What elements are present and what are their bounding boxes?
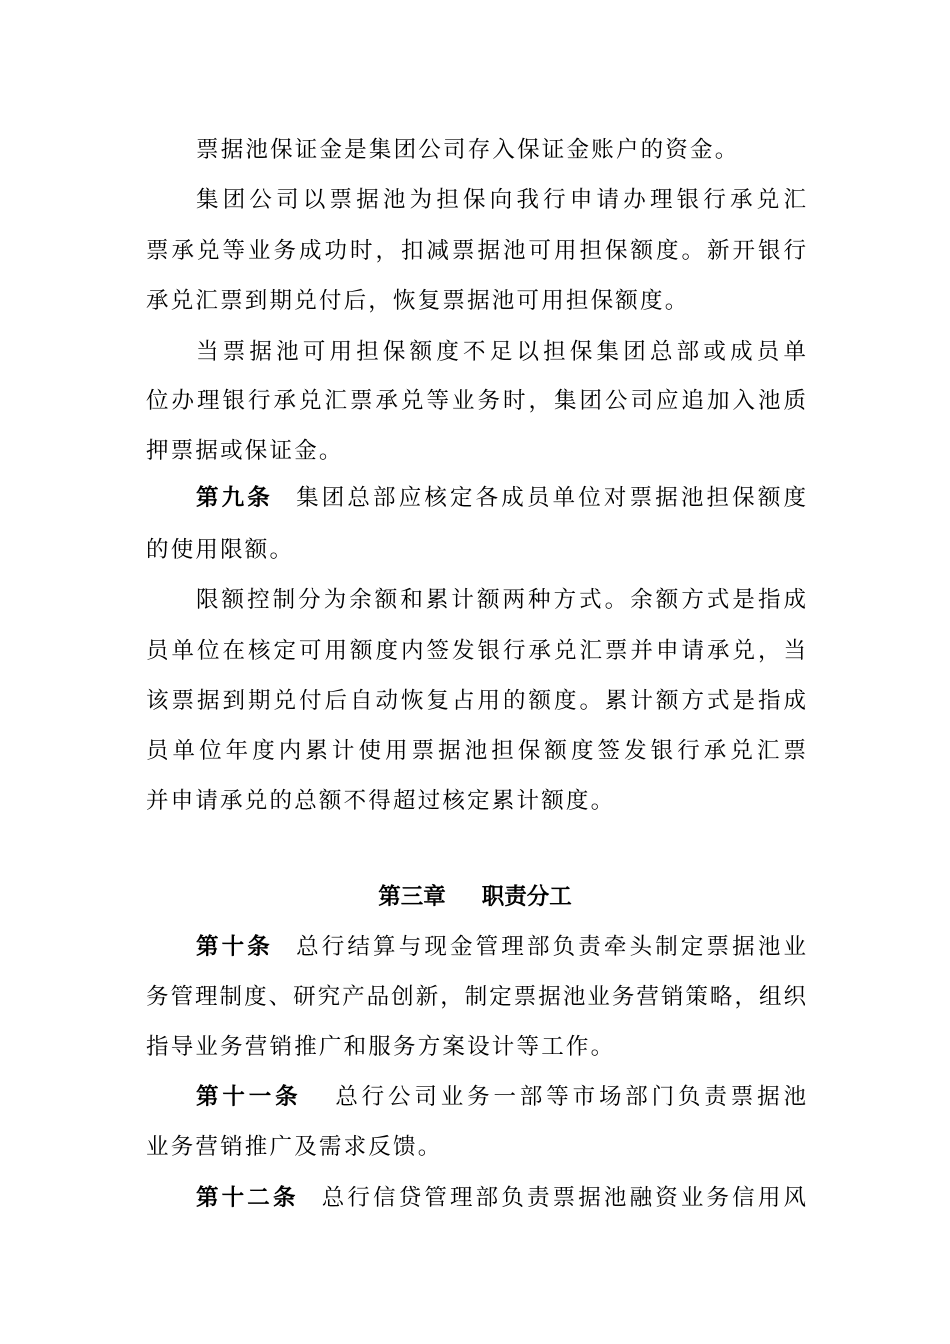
text-line: 集团总部应核定各成员单位对票据池担保额度 [292,485,806,511]
text-line: 限额控制分为余额和累计额两种方式。余额方式是指成 [196,587,806,613]
chapter-number: 第三章 [378,884,446,910]
article-11 [196,1082,806,1112]
article-12 [196,1183,806,1213]
text-line: 总行结算与现金管理部负责牵头制定票据池业 [292,934,806,960]
text-line: 务管理制度、研究产品创新，制定票据池业务营销策略，组织 [146,984,806,1010]
chapter-heading [0,882,950,912]
text-line: 承兑汇票到期兑付后，恢复票据池可用担保额度。 [146,288,690,314]
article-label: 第十条 [196,934,273,960]
text-line: 员单位年度内累计使用票据池担保额度签发银行承兑汇票 [146,738,806,764]
text-line: 票据池保证金是集团公司存入保证金账户的资金。 [196,137,740,163]
article-label: 第十二条 [196,1185,299,1211]
text-line: 业务营销推广及需求反馈。 [146,1134,443,1160]
text-line: 押票据或保证金。 [146,438,344,464]
text-line: 当票据池可用担保额度不足以担保集团总部或成员单 [196,339,806,365]
article-label: 第十一条 [196,1084,302,1110]
text-line: 员单位在核定可用额度内签发银行承兑汇票并申请承兑，当 [146,638,806,664]
text-line: 该票据到期兑付后自动恢复占用的额度。累计额方式是指成 [146,688,806,714]
article-9 [196,483,806,513]
text-line: 总行公司业务一部等市场部门负责票据池 [331,1084,806,1110]
text-line: 并申请承兑的总额不得超过核定累计额度。 [146,788,616,814]
article-10 [196,932,806,962]
text-line: 总行信贷管理部负责票据池融资业务信用风 [318,1185,806,1211]
text-line: 的使用限额。 [146,537,295,563]
text-line: 集团公司以票据池为担保向我行申请办理银行承兑汇 [196,187,806,213]
text-line: 票承兑等业务成功时，扣减票据池可用担保额度。新开银行 [146,238,806,264]
text-line: 位办理银行承兑汇票承兑等业务时，集团公司应追加入池质 [146,388,806,414]
article-label: 第九条 [196,485,273,511]
chapter-title: 职责分工 [481,884,572,910]
paragraph-margin-deposit [196,135,806,165]
text-line: 指导业务营销推广和服务方案设计等工作。 [146,1034,616,1060]
